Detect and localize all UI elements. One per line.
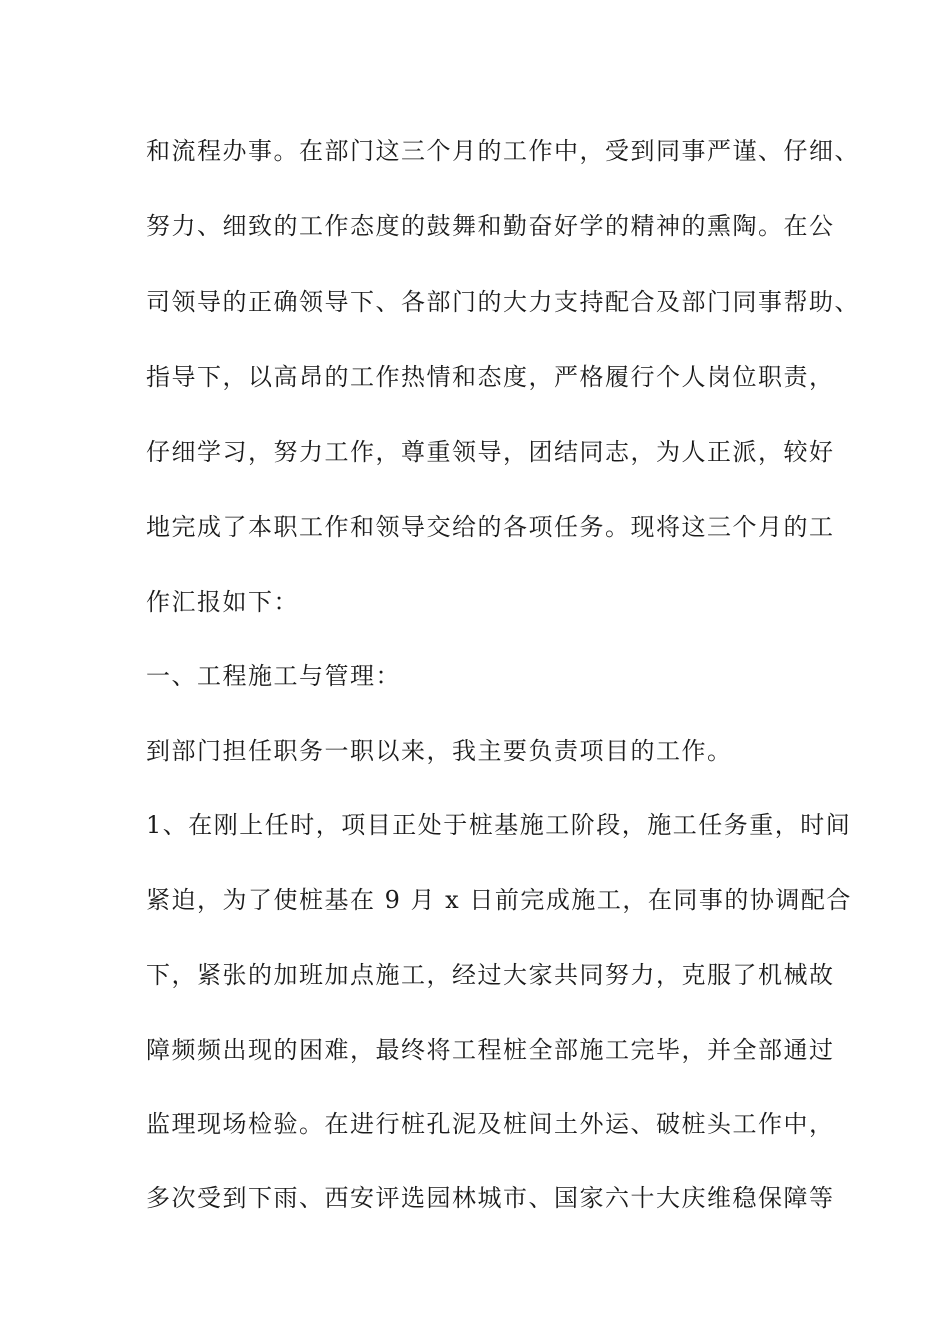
text-line-11: 紧迫，为了使桩基在 9 月 x 日前完成施工，在同事的协调配合 <box>146 886 852 914</box>
text-line-9: 到部门担任职务一职以来，我主要负责项目的工作。 <box>146 737 733 765</box>
text-line-15: 多次受到下雨、西安评选园林城市、国家六十大庆维稳保障等 <box>146 1184 835 1212</box>
text-line-1: 和流程办事。在部门这三个月的工作中，受到同事严谨、仔细、 <box>146 137 860 165</box>
text-line-13: 障频频出现的困难，最终将工程桩全部施工完毕，并全部通过 <box>146 1036 835 1064</box>
text-line-6: 地完成了本职工作和领导交给的各项任务。现将这三个月的工 <box>146 513 835 541</box>
text-line-4: 指导下，以高昂的工作热情和态度，严格履行个人岗位职责， <box>146 363 835 391</box>
section-heading: 一、工程施工与管理： <box>146 662 401 690</box>
text-line-2: 努力、细致的工作态度的鼓舞和勤奋好学的精神的熏陶。在公 <box>146 212 835 240</box>
text-line-14: 监理现场检验。在进行桩孔泥及桩间土外运、破桩头工作中， <box>146 1110 835 1138</box>
text-line-12: 下，紧张的加班加点施工，经过大家共同努力，克服了机械故 <box>146 961 835 989</box>
text-line-10: 1、在刚上任时，项目正处于桩基施工阶段，施工任务重，时间 <box>146 811 852 839</box>
text-line-3: 司领导的正确领导下、各部门的大力支持配合及部门同事帮助、 <box>146 288 860 316</box>
text-line-7: 作汇报如下： <box>146 588 299 616</box>
text-line-5: 仔细学习，努力工作，尊重领导，团结同志，为人正派，较好 <box>146 438 835 466</box>
